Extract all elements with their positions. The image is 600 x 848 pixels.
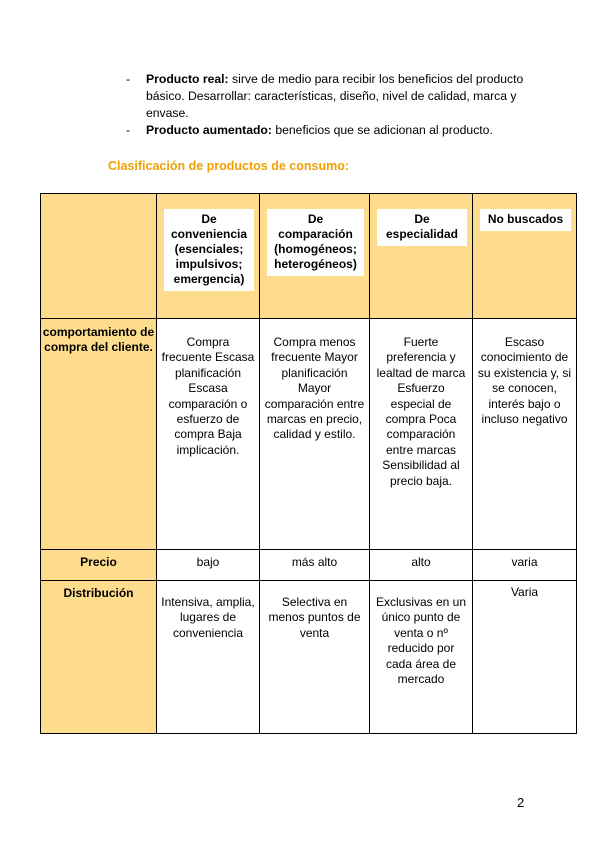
table-cell: Escaso conocimiento de su existencia y, si se conocen, interés bajo o incluso negativo	[473, 319, 577, 550]
row-label-distribucion: Distribución	[41, 581, 157, 734]
table-row	[41, 550, 577, 581]
page-number: 2	[517, 795, 525, 810]
table-row	[41, 319, 577, 550]
header-cell	[157, 194, 260, 319]
table-cell: alto	[370, 550, 473, 581]
bullet-item-producto-aumentado	[126, 122, 526, 139]
table-row	[41, 581, 577, 734]
bullet-item-producto-real	[126, 71, 526, 122]
header-no-buscados: No buscados	[480, 209, 571, 231]
header-empty-cell	[41, 194, 157, 319]
header-especialidad: De especialidad	[377, 209, 467, 246]
bullet-description: beneficios que se adicionan al producto.	[271, 123, 493, 137]
table-cell: Varia	[473, 581, 577, 734]
bullet-dash: -	[126, 72, 131, 86]
table-cell: bajo	[157, 550, 260, 581]
bullet-dash: -	[126, 123, 131, 137]
classification-table	[40, 193, 577, 734]
bullet-description: sirve de medio para recibir los beneficios del producto básico. Desarrollar: características, diseño, nivel de calidad, marca y envase.	[146, 72, 524, 120]
table-cell: Compra menos frecuente Mayor planificación Mayor comparación entre marcas en precio, calidad y estilo.	[260, 319, 370, 550]
table-cell: más alto	[260, 550, 370, 581]
header-cell	[473, 194, 577, 319]
bullet-list	[126, 71, 526, 139]
bullet-term: Producto aumentado:	[146, 123, 272, 137]
section-title: Clasificación de productos de consumo:	[108, 159, 350, 173]
bullet-term: Producto real:	[146, 72, 229, 86]
header-conveniencia: De conveniencia (esenciales; impulsivos; emergencia)	[164, 209, 254, 291]
header-comparacion: De comparación (homogéneos; heterogéneos)	[267, 209, 364, 276]
table-cell: Fuerte preferencia y lealtad de marca Esfuerzo especial de compra Poca comparación entre marcas Sensibilidad al precio baja.	[370, 319, 473, 550]
table-cell: Intensiva, amplia, lugares de conveniencia	[157, 581, 260, 734]
row-label-precio: Precio	[41, 550, 157, 581]
header-cell	[370, 194, 473, 319]
row-label-comportamiento: comportamiento de compra del cliente.	[41, 319, 157, 550]
header-cell	[260, 194, 370, 319]
table-cell: Selectiva en menos puntos de venta	[260, 581, 370, 734]
table-cell: Compra frecuente Escasa planificación Escasa comparación o esfuerzo de compra Baja implicación.	[157, 319, 260, 550]
table-cell: Exclusivas en un único punto de venta o nº reducido por cada área de mercado	[370, 581, 473, 734]
table-cell: varia	[473, 550, 577, 581]
table-header-row	[41, 194, 577, 319]
